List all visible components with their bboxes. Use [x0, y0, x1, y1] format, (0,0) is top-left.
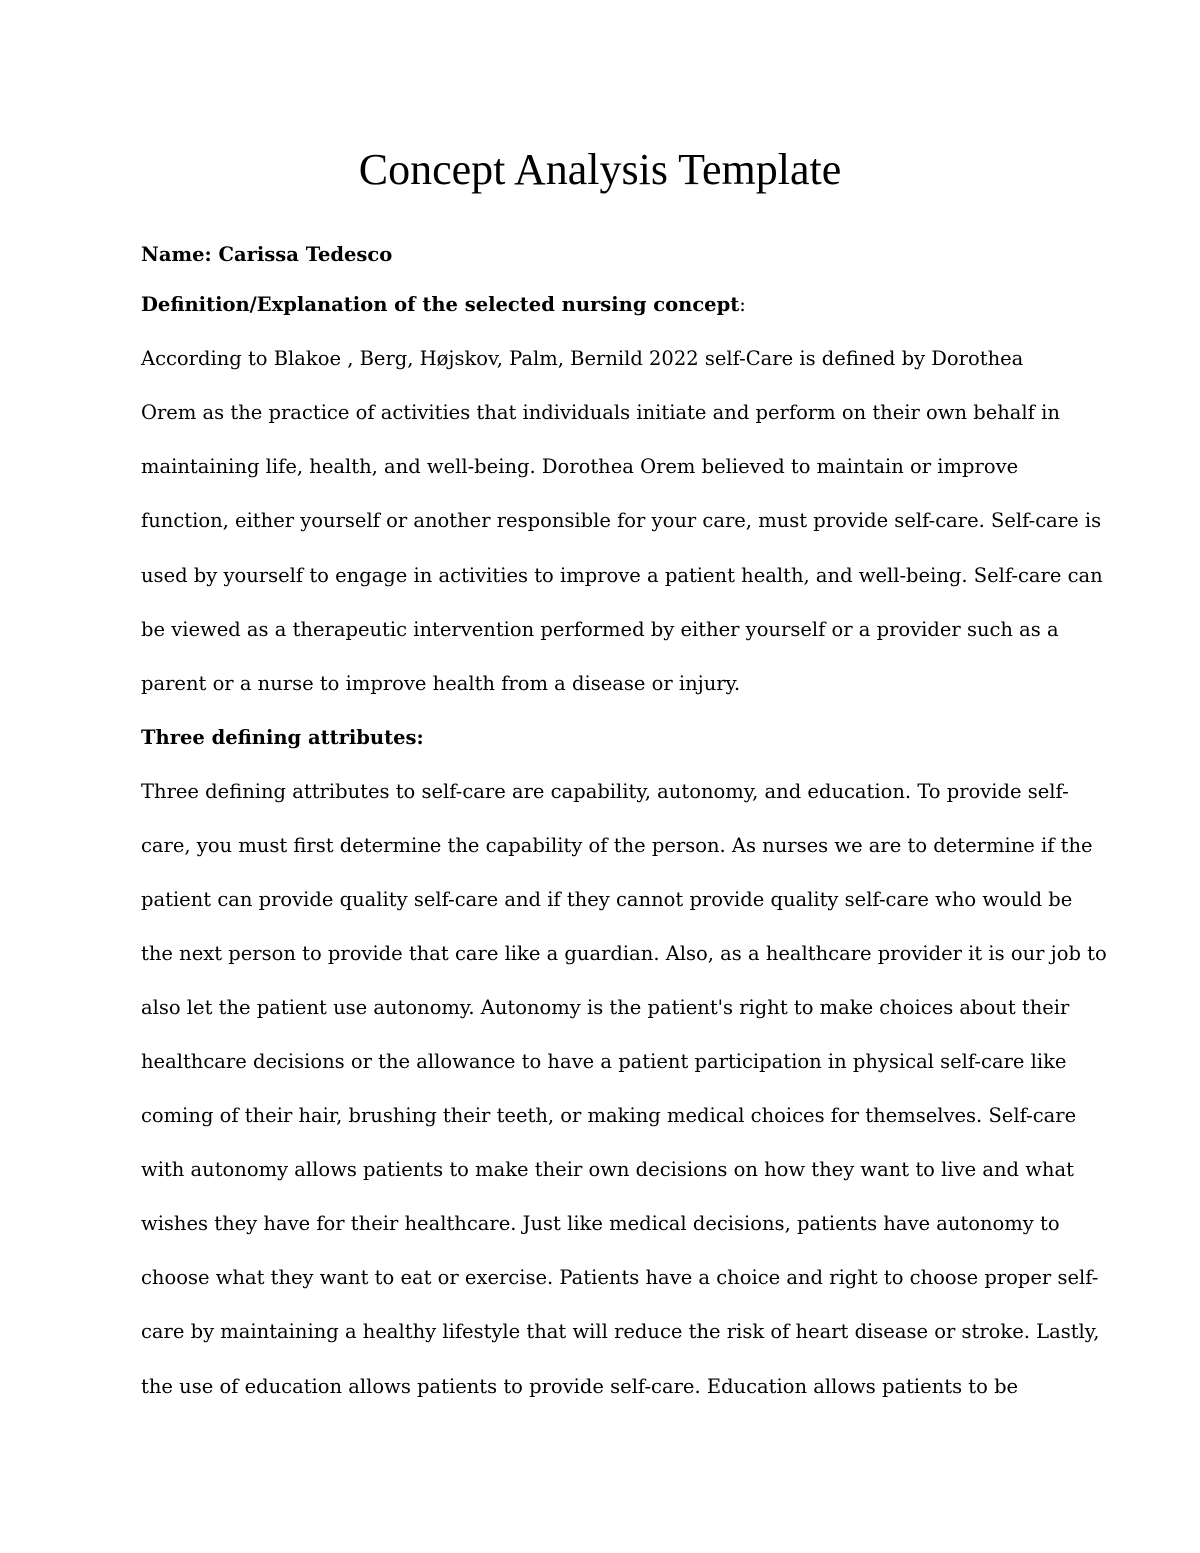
attributes-line: coming of their hair, brushing their teeth, or making medical choices for themselves. Self-care — [141, 1104, 1077, 1127]
attributes-line: Three defining attributes to self-care are capability, autonomy, and education. To provide self- — [141, 780, 1069, 803]
attributes-line: care, you must first determine the capability of the person. As nurses we are to determine if the — [141, 834, 1093, 857]
definition-heading-line — [141, 290, 746, 320]
attributes-line: patient can provide quality self-care and if they cannot provide quality self-care who would be — [141, 888, 1073, 911]
definition-heading: Definition/Explanation of the selected nursing concept — [141, 293, 740, 316]
definition-line: function, either yourself or another responsible for your care, must provide self-care. Self-care is — [141, 509, 1102, 532]
definition-line: maintaining life, health, and well-being. Dorothea Orem believed to maintain or improve — [141, 455, 1019, 478]
attributes-line: healthcare decisions or the allowance to have a patient participation in physical self-care like — [141, 1050, 1067, 1073]
document-title: Concept Analysis Template — [358, 145, 842, 194]
attributes-line: care by maintaining a healthy lifestyle that will reduce the risk of heart disease or stroke. Lastly, — [141, 1320, 1100, 1343]
attributes-line: the use of education allows patients to provide self-care. Education allows patients to be — [141, 1375, 1019, 1398]
definition-line: parent or a nurse to improve health from a disease or injury. — [141, 672, 741, 695]
definition-line: According to Blakoe , Berg, Højskov, Palm, Bernild 2022 self-Care is defined by Dorothea — [141, 347, 1024, 370]
attributes-line: choose what they want to eat or exercise. Patients have a choice and right to choose proper self- — [141, 1266, 1099, 1289]
definition-line: used by yourself to engage in activities to improve a patient health, and well-being. Self-care can — [141, 564, 1103, 587]
attributes-heading: Three defining attributes: — [141, 726, 424, 749]
attributes-line: with autonomy allows patients to make their own decisions on how they want to live and what — [141, 1158, 1074, 1181]
student-name: Name: Carissa Tedesco — [141, 243, 393, 266]
attributes-line: wishes they have for their healthcare. Just like medical decisions, patients have autonomy to — [141, 1212, 1060, 1235]
definition-heading-colon: : — [739, 293, 746, 316]
attributes-line: also let the patient use autonomy. Autonomy is the patient's right to make choices about their — [141, 996, 1070, 1019]
attributes-line: the next person to provide that care like a guardian. Also, as a healthcare provider it is our job to — [141, 942, 1107, 965]
definition-line: be viewed as a therapeutic intervention performed by either yourself or a provider such as a — [141, 618, 1059, 641]
definition-line: Orem as the practice of activities that individuals initiate and perform on their own behalf in — [141, 401, 1060, 424]
